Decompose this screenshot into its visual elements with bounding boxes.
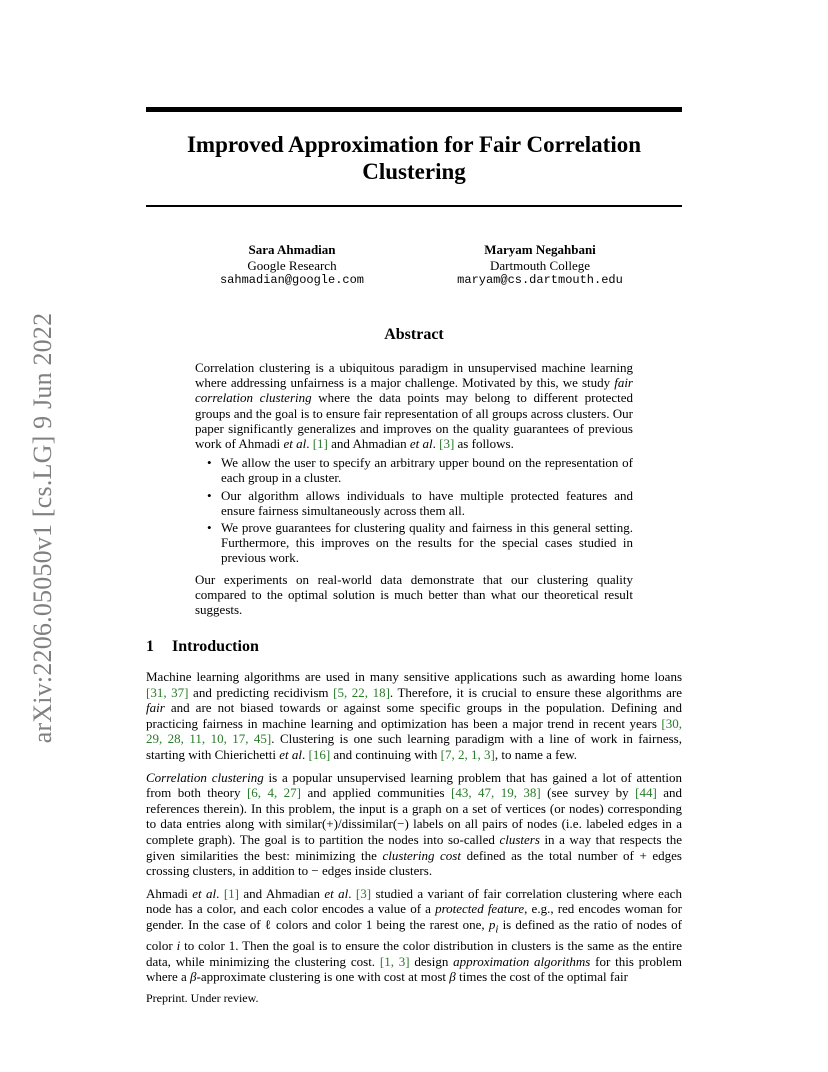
citation-link[interactable]: [6, 4, 27] [246,785,301,801]
author-affiliation: Google Research [247,257,337,273]
citation-link[interactable]: [1] [312,436,328,452]
citation-link[interactable]: [16] [308,746,331,762]
citation-link[interactable]: [30, 29, 28, 11, 10, 17, 45] [146,715,682,747]
intro-paragraph-3: Ahmadi et al. [1] and Ahmadian et al. [3] studied a variant of fair correlation clustering where each node has a color, and each color encodes a value of a protected feature, e.g., red encodes woman for gender. In the case of ℓ colors and color 1 being the rarest one, $p_i$ is defined as the ratio of nodes of color i to color 1. Then the goal is to ensure the color distribution in clusters is the same as the entire data, while minimizing the clustering cost. [1, 3] design approximation algorithms for this problem where a β-approximate clustering is one with cost at most β times the cost of the optimal fair [146,885,683,985]
author-name: Maryam Negahbani [484,242,596,257]
title-top-rule [146,107,682,112]
citation-link[interactable]: [1, 3] [379,953,410,969]
citation-link[interactable]: [1] [223,885,239,901]
abstract-paragraph-2: Our experiments on real-world data demonstrate that our clustering quality compared to the optimal solution is much better than what our theoretical result suggests. [195,571,633,618]
title-bottom-rule [146,205,682,207]
author-affiliation: Dartmouth College [489,257,590,273]
section-title: Introduction [172,638,259,655]
author-block-2 [420,242,660,289]
citation-link[interactable]: [5, 22, 18] [333,684,390,700]
abstract-body [195,360,633,617]
author-email: sahmadian@google.com [219,273,365,287]
abstract-paragraph-1: Correlation clustering is a ubiquitous paradigm in unsupervised machine learning where addressing unfairness is a major challenge. Motivated by this, we study fair correlation clustering where the data points may belong to different protected groups and the goal is to ensure fair representation of all groups across clusters. Our paper significantly generalizes and improves on the quality guarantees of previous work of Ahmadi et al. [1] and Ahmadian et al. [3] as follows. [195,360,633,452]
citation-link[interactable]: [7, 2, 1, 3] [440,746,495,762]
contributions-list [195,455,633,565]
title-line-2: Clustering [362,159,466,184]
abstract-heading: Abstract [384,326,444,343]
title-line-1: Improved Approximation for Fair Correlation [186,132,642,157]
citation-link[interactable]: [3] [439,436,455,452]
citation-link[interactable]: [31, 37] [146,684,189,700]
preprint-footer: Preprint. Under review. [146,991,259,1005]
section-heading-introduction [146,638,259,656]
intro-paragraph-2: Correlation clustering is a popular unsupervised learning problem that has gained a lot of attention from both theory [6, 4, 27] and applied communities [43, 47, 19, 38] (see survey by [44] and references therein). In this problem, the input is a graph on a set of vertices (or nodes) corresponding to data entries along with similar(+)/dissimilar(−) labels on all pairs of nodes (i.e. labeled edges in a complete graph). The goal is to partition the nodes into so-called clusters in a way that respects the given similarities the best: minimizing the clustering cost defined as the total number of + edges crossing clusters, in addition to − edges inside clusters. [146,769,682,879]
author-name: Sara Ahmadian [248,242,336,257]
author-email: maryam@cs.dartmouth.edu [457,273,623,287]
author-block-1 [172,242,412,289]
citation-link[interactable]: [43, 47, 19, 38] [450,785,541,801]
contribution-bullet: • Our algorithm allows individuals to have multiple protected features and ensure fairness simultaneously across them all. [221,488,633,518]
section-number: 1 [146,638,154,655]
citation-link[interactable]: [44] [635,785,657,801]
citation-link[interactable]: [3] [355,885,372,901]
contribution-bullet: • We prove guarantees for clustering quality and fairness in this general setting. Furthermore, this improves on the results for the special cases studied in previous work. [221,520,633,566]
paper-title [146,131,682,185]
contribution-bullet: • We allow the user to specify an arbitrary upper bound on the representation of each group in a cluster. [221,455,633,485]
intro-paragraph-1: Machine learning algorithms are used in many sensitive applications such as awarding home loans [31, 37] and predicting recidivism [5, 22, 18]. Therefore, it is crucial to ensure these algorithms are fair and are not biased towards or against some specific groups in the population. Defining and practicing fairness in machine learning and optimization has been a major trend in recent years [30, 29, 28, 11, 10, 17, 45]. Clustering is one such learning paradigm with a line of work in fairness, starting with Chierichetti et al. [16] and continuing with [7, 2, 1, 3], to name a few. [146,669,682,762]
arxiv-identifier-stamp: arXiv:2206.05050v1 [cs.LG] 9 Jun 2022 [28,312,57,744]
introduction-body [146,669,682,992]
